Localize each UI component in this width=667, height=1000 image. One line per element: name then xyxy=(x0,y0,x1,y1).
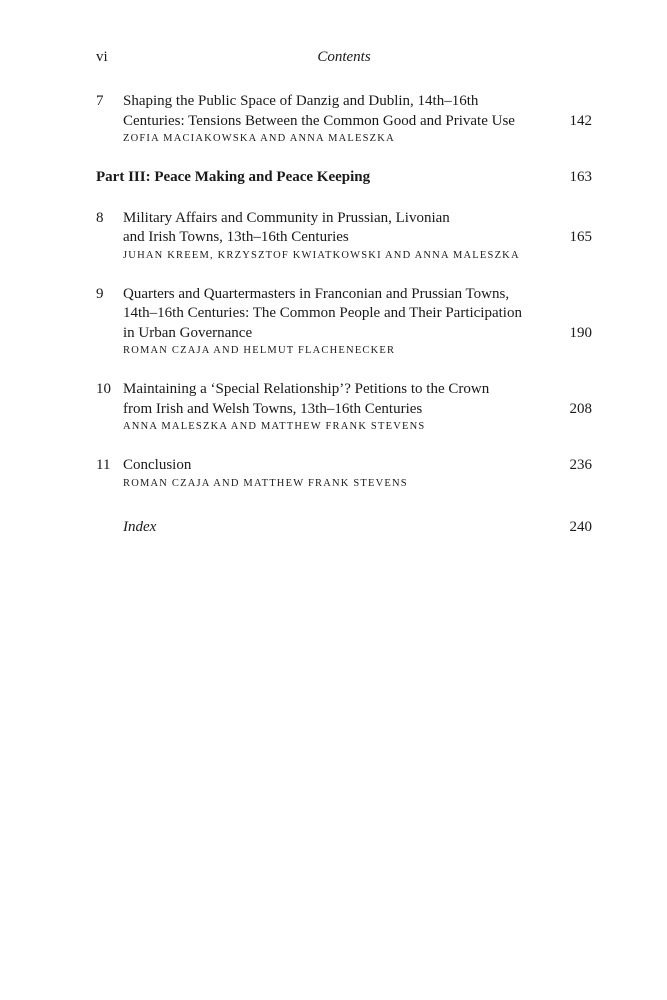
chapter-authors: JUHAN KREEM, KRZYSZTOF KWIATKOWSKI AND ANNA MALESZKA xyxy=(123,249,520,261)
chapter-number: 8 xyxy=(96,209,104,226)
page-number: 240 xyxy=(569,518,592,535)
part-title: Part III: Peace Making and Peace Keeping xyxy=(96,169,371,185)
toc-part-heading[interactable] xyxy=(96,168,592,188)
chapter-title-line: Centuries: Tensions Between the Common Good and Private Use xyxy=(123,112,515,129)
toc-entry-chapter-7[interactable] xyxy=(96,92,592,147)
chapter-authors: ZOFIA MACIAKOWSKA AND ANNA MALESZKA xyxy=(123,133,395,144)
chapter-authors: ANNA MALESZKA AND MATTHEW FRANK STEVENS xyxy=(123,421,426,432)
page-number: 208 xyxy=(569,400,592,417)
running-head: Contents xyxy=(317,49,371,65)
chapter-title-line: Maintaining a ‘Special Relationship’? Petitions to the Crown xyxy=(123,381,490,397)
chapter-title-line: Quarters and Quartermasters in Franconian and Prussian Towns, xyxy=(123,285,510,302)
toc-entry-index[interactable] xyxy=(96,518,592,538)
chapter-title-line: and Irish Towns, 13th–16th Centuries xyxy=(123,229,349,245)
toc-entry-chapter-11[interactable] xyxy=(96,456,592,492)
page-number: 190 xyxy=(569,324,592,341)
chapter-number: 11 xyxy=(96,457,111,473)
index-label: Index xyxy=(123,518,157,535)
toc-entry-chapter-9[interactable] xyxy=(96,285,592,360)
toc-entry-chapter-10[interactable] xyxy=(96,380,592,435)
chapter-title-line: Shaping the Public Space of Danzig and Dublin, 14th–16th xyxy=(123,93,479,109)
page-number: 165 xyxy=(569,229,592,245)
page-number: 236 xyxy=(569,457,592,473)
chapter-number: 7 xyxy=(96,93,104,109)
running-header xyxy=(96,49,592,69)
table-of-contents xyxy=(96,92,592,537)
chapter-title-line: 14th–16th Centuries: The Common People and Their Participation xyxy=(123,305,522,321)
chapter-authors: ROMAN CZAJA AND MATTHEW FRANK STEVENS xyxy=(123,477,408,489)
chapter-title-line: Military Affairs and Community in Prussian, Livonian xyxy=(123,209,450,226)
chapter-authors: ROMAN CZAJA AND HELMUT FLACHENECKER xyxy=(123,345,396,356)
toc-entry-chapter-8[interactable] xyxy=(96,209,592,264)
page-number: 163 xyxy=(569,169,592,185)
page-number: 142 xyxy=(569,112,592,129)
chapter-number: 10 xyxy=(96,381,111,397)
chapter-title-line: Conclusion xyxy=(123,457,192,473)
chapter-title-line: from Irish and Welsh Towns, 13th–16th Centuries xyxy=(123,400,423,417)
chapter-title-line: in Urban Governance xyxy=(123,324,253,341)
page-folio: vi xyxy=(96,49,108,65)
chapter-number: 9 xyxy=(96,285,104,302)
